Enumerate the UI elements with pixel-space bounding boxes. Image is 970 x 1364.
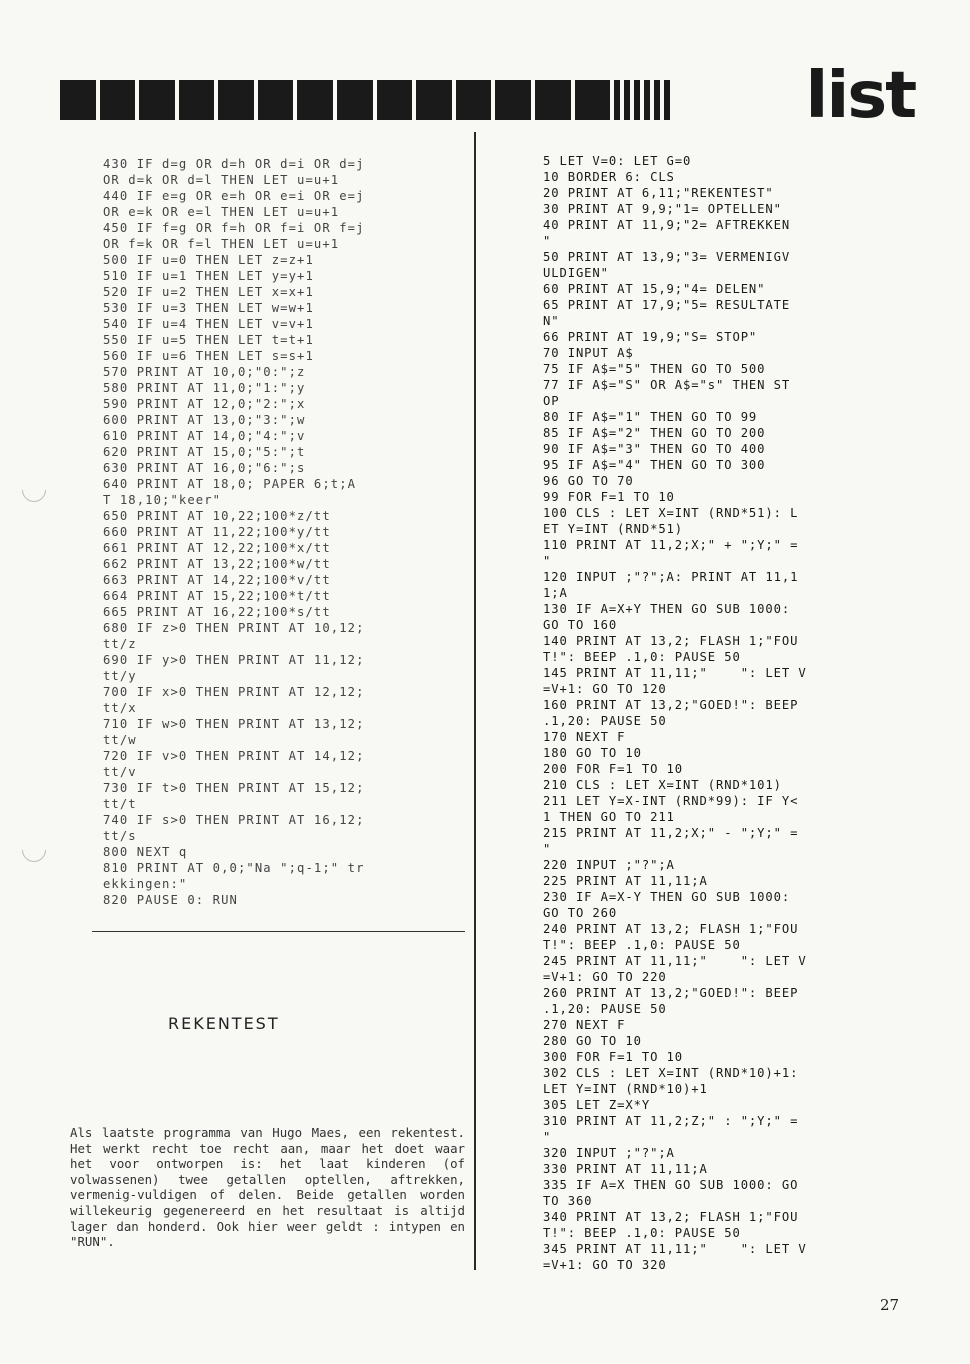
- punch-hole-mark: [17, 473, 51, 507]
- bar-block: [139, 80, 175, 120]
- page-number: 27: [880, 1296, 900, 1314]
- bar-block: [297, 80, 333, 120]
- bar-block: [644, 80, 650, 120]
- bar-block: [614, 80, 620, 120]
- bar-block: [654, 80, 660, 120]
- bar-block: [416, 80, 452, 120]
- punch-hole-mark: [17, 833, 51, 867]
- column-divider: [474, 132, 476, 1270]
- bar-block: [664, 80, 670, 120]
- bar-block: [100, 80, 136, 120]
- right-code-listing: 5 LET V=0: LET G=0 10 BORDER 6: CLS 20 PRINT AT 6,11;"REKENTEST" 30 PRINT AT 9,9;"1= OPTELLEN" 40 PRINT AT 11,9;"2= AFTREKKEN " 50 PRINT AT 13,9;"3= VERMENIGV ULDIGEN" 60 PRINT AT 15,9;"4= DELEN" 65 PRINT AT 17,9;"5= RESULTATE N" 66 PRINT AT 19,9;"S= STOP" 70 INPUT A$ 75 IF A$="5" THEN GO TO 500 77 IF A$="S" OR A$="s" THEN ST OP 80 IF A$="1" THEN GO TO 99 85 IF A$="2" THEN GO TO 200 90 IF A$="3" THEN GO TO 400 95 IF A$="4" THEN GO TO 300 96 GO TO 70 99 FOR F=1 TO 10 100 CLS : LET X=INT (RND*51): L ET Y=INT (RND*51) 110 PRINT AT 11,2;X;" + ";Y;" = " 120 INPUT ;"?";A: PRINT AT 11,1 1;A 130 IF A=X+Y THEN GO SUB 1000: GO TO 160 140 PRINT AT 13,2; FLASH 1;"FOU T!": BEEP .1,0: PAUSE 50 145 PRINT AT 11,11;" ": LET V =V+1: GO TO 120 160 PRINT AT 13,2;"GOED!": BEEP .1,20: PAUSE 50 170 NEXT F 180 GO TO 10 200 FOR F=1 TO 10 210 CLS : LET X=INT (RND*101) 211 LET Y=X-INT (RND*99): IF Y< 1 THEN GO TO 211 215 PRINT AT 11,2;X;" - ";Y;" = " 220 INPUT ;"?";A 225 PRINT AT 11,11;A 230 IF A=X-Y THEN GO SUB 1000: GO TO 260 240 PRINT AT 13,2; FLASH 1;"FOU T!": BEEP .1,0: PAUSE 50 245 PRINT AT 11,11;" ": LET V =V+1: GO TO 220 260 PRINT AT 13,2;"GOED!": BEEP .1,20: PAUSE 50 270 NEXT F 280 GO TO 10 300 FOR F=1 TO 10 302 CLS : LET X=INT (RND*10)+1: LET Y=INT (RND*10)+1 305 LET Z=X*Y 310 PRINT AT 11,2;Z;" : ";Y;" = " 320 INPUT ;"?";A 330 PRINT AT 11,11;A 335 IF A=X THEN GO SUB 1000: GO TO 360 340 PRINT AT 13,2; FLASH 1;"FOU T!": BEEP .1,0: PAUSE 50 345 PRINT AT 11,11;" ": LET V =V+1: GO TO 320: [543, 154, 807, 1272]
- section-rule: [92, 931, 465, 932]
- bar-block: [218, 80, 254, 120]
- left-code-listing: 430 IF d=g OR d=h OR d=i OR d=j OR d=k OR d=l THEN LET u=u+1 440 IF e=g OR e=h OR e=i OR e=j OR e=k OR e=l THEN LET u=u+1 450 IF f=g OR f=h OR f=i OR f=j OR f=k OR f=l THEN LET u=u+1 500 IF u=0 THEN LET z=z+1 510 IF u=1 THEN LET y=y+1 520 IF u=2 THEN LET x=x+1 530 IF u=3 THEN LET w=w+1 540 IF u=4 THEN LET v=v+1 550 IF u=5 THEN LET t=t+1 560 IF u=6 THEN LET s=s+1 570 PRINT AT 10,0;"0:";z 580 PRINT AT 11,0;"1:";y 590 PRINT AT 12,0;"2:";x 600 PRINT AT 13,0;"3:";w 610 PRINT AT 14,0;"4:";v 620 PRINT AT 15,0;"5:";t 630 PRINT AT 16,0;"6:";s 640 PRINT AT 18,0; PAPER 6;t;A T 18,10;"keer" 650 PRINT AT 10,22;100*z/tt 660 PRINT AT 11,22;100*y/tt 661 PRINT AT 12,22;100*x/tt 662 PRINT AT 13,22;100*w/tt 663 PRINT AT 14,22;100*v/tt 664 PRINT AT 15,22;100*t/tt 665 PRINT AT 16,22;100*s/tt 680 IF z>0 THEN PRINT AT 10,12; tt/z 690 IF y>0 THEN PRINT AT 11,12; tt/y 700 IF x>0 THEN PRINT AT 12,12; tt/x 710 IF w>0 THEN PRINT AT 13,12; tt/w 720 IF v>0 THEN PRINT AT 14,12; tt/v 730 IF t>0 THEN PRINT AT 15,12; tt/t 740 IF s>0 THEN PRINT AT 16,12; tt/s 800 NEXT q 810 PRINT AT 0,0;"Na ";q-1;" tr ekkingen:" 820 PAUSE 0: RUN: [103, 157, 365, 907]
- bar-block: [495, 80, 531, 120]
- bar-block: [624, 80, 630, 120]
- bar-block: [337, 80, 373, 120]
- bar-block: [535, 80, 571, 120]
- bar-block: [634, 80, 640, 120]
- article-title: REKENTEST: [168, 1014, 280, 1033]
- bar-block: [258, 80, 294, 120]
- bar-block: [575, 80, 611, 120]
- article-body: Als laatste programma van Hugo Maes, een rekentest. Het werkt recht toe recht aan, maar het doet waar het voor ontworpen is: het laat kinderen (of volwassenen) twee getallen optellen, aftrekken, vermenig-vuldigen of delen. Beide getallen worden willekeurig gegenereerd en het resultaat is altijd lager dan honderd. Ook hier weer geldt : intypen en "RUN".: [70, 1125, 465, 1250]
- bar-block: [179, 80, 215, 120]
- bar-block: [377, 80, 413, 120]
- bar-block: [456, 80, 492, 120]
- section-label: list: [805, 59, 916, 133]
- header-decorative-bar: [60, 80, 670, 120]
- bar-block: [60, 80, 96, 120]
